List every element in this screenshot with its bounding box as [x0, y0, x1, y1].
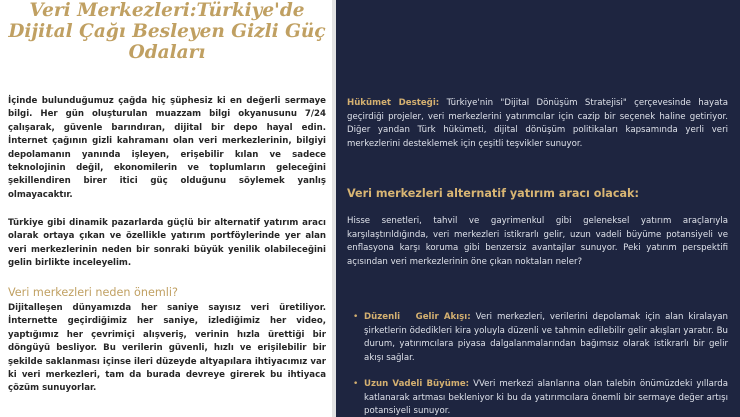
bullet-icon: • [353, 379, 359, 389]
bullet-regular-income-label: Düzenli Gelir Akışı: [364, 312, 471, 322]
intro-paragraph-2: Türkiye gibi dinamik pazarlarda güçlü bir alternatif yatırım aracı olarak ortaya çıkan ve özellikle yatırım portföylerinde yer alan veri merkezlerinin neden bir sonraki büyük yenilik olabileceğini gelin birlikte inceleyelim. [8, 218, 326, 269]
bullet-icon: • [353, 312, 359, 322]
bullet-long-term-growth-text: VVeri merkezi alanlarına olan talebin önümüzdeki yıllarda katlanarak artması bekleniyor ki bu da yatırımcılara önemli bir sermaye değer artışı potansiyeli sunuyor. [364, 379, 728, 417]
alternative-investment-paragraph: Hisse senetleri, tahvil ve gayrimenkul gibi geleneksel yatırım araçlarıyla karşılaştırıldığında, veri merkezleri istikrarlı gelir, uzun vadeli büyüme potansiyeli ve enflasyona karşı koruma gibi benzersiz avantajlar sunuyor. Peki yatırım perspektifi açısından veri merkezlerinin öne çıkan noktaları neler? [347, 216, 728, 267]
bullet-long-term-growth [364, 378, 728, 417]
right-page [336, 0, 740, 417]
bullet-regular-income [364, 311, 728, 365]
bullet-regular-income-text: Veri merkezleri, verilerini depolamak için alan kiralayan şirketlerin ödedikleri kira yoluyla düzenli ve tahmin edilebilir gelir akışları yaratır. Bu durum, yatırımcılara piyasa dalgalanmalarından bağımsız olarak istikrarlı bir gelir akışı sağlar. [364, 312, 728, 363]
bullet-long-term-growth-label: Uzun Vadeli Büyüme: [364, 379, 470, 389]
section-heading-why-important: Veri merkezleri neden önemli? [8, 286, 178, 299]
government-support-label: Hükümet Desteği: [347, 98, 440, 108]
article-title: Veri Merkezleri:Türkiye'de Dijital Çağı Besleyen Gizli Güç Odaları [8, 0, 326, 63]
intro-paragraph-1: İçinde bulunduğumuz çağda hiç şüphesiz ki en değerli sermaye bilgi. Her gün oluşturulan muazzam bilgi okyanusunu 7/24 çalışarak, güvenle barındıran, dijital bir depo hayal edin. İnternet çağının gizli kahramanı olan veri merkezlerinin, bilgiyi depolamanın yanında işleyen, erişebilir kılan ve sadece teknolojinin değil, ekonomilerin ve toplumların geleceğini şekillendiren birer itici güç olduğunu söylemek yanlış olmayacaktır. [8, 96, 326, 200]
section-heading-alternative-investment: Veri merkezleri alternatif yatırım aracı olacak: [347, 187, 639, 200]
government-support-text: Türkiye'nin "Dijital Dönüşüm Stratejisi" çerçevesinde hayata geçirdiği projeler, veri merkezlerini yatırımcılar için cazip bir seçenek haline getiriyor. Diğer yandan Türk hükümeti, dijital dönüşüm politikaları kapsamında yerli veri merkezlerini desteklemek için çeşitli teşvikler sunuyor. [347, 98, 729, 149]
left-page [0, 0, 332, 417]
government-support-paragraph [347, 97, 728, 151]
why-important-paragraph: Dijitalleşen dünyamızda her saniye sayısız veri üretiliyor. İnternette geçirdiğimiz her saniye, izlediğimiz her video, yaptığımız her çevrimiçi alışveriş, verinin hızla ürettiği bir döngüyü besliyor. Bu verilerin güvenli, hızlı ve erişilebilir bir şekilde saklanması içinse ileri düzeyde altyapılara ihtiyacımız var ki veri merkezleri, tam da burada devreye girerek bu ihtiyaca çözüm sunuyorlar. [8, 303, 326, 394]
